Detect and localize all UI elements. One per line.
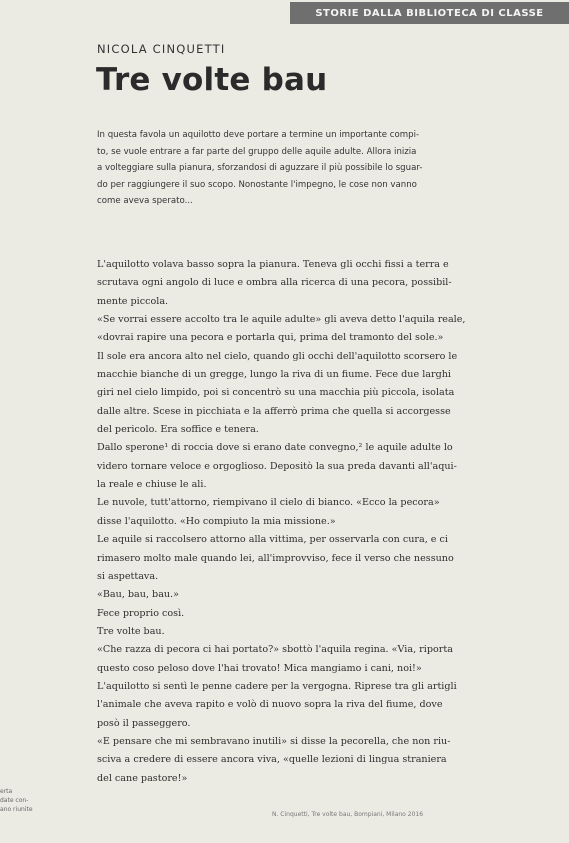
- body-line: macchie bianche di un gregge, lungo la riva di un fiume. Fece due larghi: [97, 369, 451, 381]
- author-name: NICOLA CINQUETTI: [97, 42, 226, 56]
- body-line: mente piccola.: [97, 295, 169, 307]
- source-credit: N. Cinquetti, Tre volte bau, Bompiani, Milano 2016: [272, 811, 424, 818]
- sidenote-line: erta: [0, 788, 13, 795]
- intro-line: do per raggiungere il suo scopo. Nonostante l'impegno, le cose non vanno: [97, 179, 417, 190]
- body-line: sciva a credere di essere ancora viva, «quelle lezioni di lingua straniera: [97, 754, 447, 766]
- intro-line: a volteggiare sulla pianura, sforzandosi di aguzzare il più possibile lo sguar-: [97, 163, 423, 173]
- sidenote-line: date con-: [0, 797, 29, 804]
- body-line: si aspettava.: [97, 570, 159, 582]
- body-line: Le nuvole, tutt'attorno, riempivano il cielo di bianco. «Ecco la pecora»: [97, 497, 440, 509]
- body-line: «Bau, bau, bau.»: [97, 589, 180, 601]
- body-line: scrutava ogni angolo di luce e ombra alla ricerca di una pecora, possibil-: [97, 277, 452, 289]
- body-line: L'aquilotto volava basso sopra la pianura. Teneva gli occhi fissi a terra e: [97, 259, 449, 270]
- body-line: «dovrai rapire una pecora e portarla qui, prima del tramonto del sole.»: [97, 332, 444, 344]
- body-line: rimasero molto male quando lei, all'improvviso, fece il verso che nessuno: [97, 552, 454, 564]
- body-line: del cane pastore!»: [97, 772, 188, 784]
- body-line: questo coso peloso dove l'hai trovato! Mica mangiamo i cani, noi!»: [97, 662, 422, 674]
- body-line: Fece proprio così.: [97, 607, 185, 619]
- body-line: Le aquile si raccolsero attorno alla vittima, per osservarla con cura, e ci: [97, 534, 448, 546]
- body-line: «E pensare che mi sembravano inutili» si disse la pecorella, che non riu-: [97, 735, 451, 747]
- story-title: Tre volte bau: [96, 62, 328, 98]
- intro-line: come aveva sperato...: [97, 196, 193, 206]
- section-banner: STORIE DALLA BIBLIOTECA DI CLASSE: [290, 2, 569, 24]
- body-line: «Se vorrai essere accolto tra le aquile adulte» gli aveva detto l'aquila reale,: [97, 314, 466, 326]
- intro-line: to, se vuole entrare a far parte del gruppo delle aquile adulte. Allora inizia: [97, 146, 417, 157]
- body-line: Tre volte bau.: [97, 625, 165, 637]
- body-line: videro tornare veloce e orgoglioso. Depositò la sua preda davanti all'aqui-: [97, 460, 457, 472]
- body-line: Il sole era ancora alto nel cielo, quando gli occhi dell'aquilotto scorsero le: [97, 350, 458, 362]
- glossary-sidenote: [0, 787, 66, 814]
- intro-line: In questa favola un aquilotto deve portare a termine un importante compi-: [97, 130, 420, 140]
- sidenote-line: ano riunite: [0, 806, 33, 813]
- intro-paragraph: [97, 127, 545, 210]
- body-line: dalle altre. Scese in picchiata e la afferrò prima che quella si accorgesse: [97, 405, 451, 417]
- body-line: Dallo sperone¹ di roccia dove si erano date convegno,² le aquile adulte lo: [97, 442, 453, 454]
- body-line: giri nel cielo limpido, poi si concentrò su una macchia più piccola, isolata: [97, 387, 455, 399]
- body-line: la reale e chiuse le ali.: [97, 479, 207, 491]
- body-line: «Che razza di pecora ci hai portato?» sbottò l'aquila regina. «Via, riporta: [97, 644, 453, 656]
- body-line: posò il passeggero.: [97, 717, 191, 729]
- body-line: del pericolo. Era soffice e tenera.: [97, 424, 259, 436]
- body-line: L'aquilotto si sentì le penne cadere per la vergogna. Riprese tra gli artigli: [97, 680, 457, 692]
- body-line: l'animale che aveva rapito e volò di nuovo sopra la riva del fiume, dove: [97, 699, 443, 711]
- body-line: disse l'aquilotto. «Ho compiuto la mia missione.»: [97, 515, 336, 527]
- story-body: [97, 256, 557, 788]
